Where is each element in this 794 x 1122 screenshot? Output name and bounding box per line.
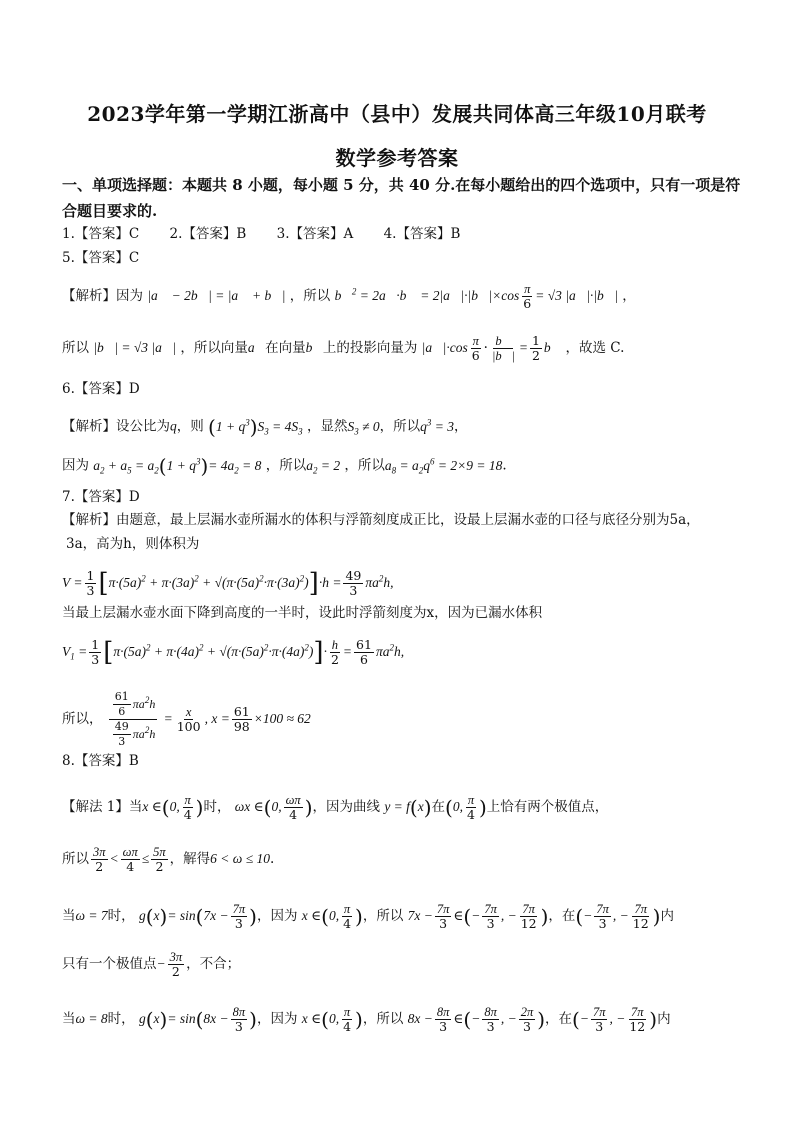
answers-row-1-4 <box>62 225 486 243</box>
q8-analysis-line-3: 当ω = 7时， g(x)= sin(7x − $\frac{7\pi}{3}$ )，因为 x ∈(0, $\frac{\pi}{4}$ )，所以 7x − $\frac{7\pi}{3}$ ∈(− $\frac{7\pi}{3}$ , − $\frac{7\pi}{12}$ )，在(− $\frac{7\pi}{3}$ , − $\frac{7\pi}{12}$ )内 <box>62 902 674 931</box>
section-heading: 一、单项选择题：本题共 8 小题，每小题 5 分，共 40 分.在每小题给出的四个选项中，只有一项是符合题目要求的. <box>62 176 741 220</box>
answer-2: 2.【答案】B <box>169 226 247 242</box>
q8-analysis-line-2: 所以 $\frac{3\pi}{2}$ < $\frac{\omega\pi}{4}$ ≤ $\frac{5\pi}{2}$ ，解得6 < ω ≤ 10. <box>62 845 275 874</box>
q7-volume-formula: V = $\frac{1}{3}$ $[\pi\cdot(5a)^2 + \pi\cdot(3a)^2 + √(\pi\cdot(5a)^2\cdot\pi\cdot(3a)^2)]\cdot h$ = $\frac{49}{3}$ $\pi a^2h$, <box>62 568 394 599</box>
q5-analysis-line-2: 所以 |b⃗| = √3 |a⃗| ，所以向量a⃗在向量b⃗上的投影向量为 |a⃗|·cos $\frac{\pi}{6}$ · $\frac{b⃗}{|b⃗|}$ = $\frac{1}{2}$ b⃗ ，故选 C. <box>62 333 625 363</box>
q7-v1-formula: $V_1$ = $\frac{1}{3}$ $[\pi\cdot(5a)^2 + \pi\cdot(4a)^2 + √(\pi\cdot(5a)^2\cdot\pi\cdot(4a)^2)]\cdot$ $\frac{h}{2}$ = $\frac{61}{6}$ $\pi a^2h$, <box>62 637 405 668</box>
answer-3: 3.【答案】A <box>276 226 354 242</box>
answer-5: 5.【答案】C <box>62 250 140 266</box>
q7-analysis-line-4: 当最上层漏水壶水面下降到高度的一半时，设此时浮箭刻度为x，因为已漏水体积 <box>62 605 543 621</box>
answer-6: 6.【答案】D <box>62 381 140 397</box>
answer-8: 8.【答案】B <box>62 753 139 769</box>
q7-analysis-line-2: 3a，高为h，则体积为 <box>66 536 200 552</box>
q6-analysis-line-1: 【解析】设公比为q，则 $(1 + q^3)S_3 = 4S_3$ ，显然$S_3 \ne 0$，所以$q^3 = 3$， <box>62 415 468 439</box>
q7-conclusion: 所以， $\frac{61}{6}$ $\pi a^2h$ $\frac{49}{3}$ $\pi a^2h$ = $\frac{x}{100}$ , x = $\frac{61}{98}$ ×100 ≈ 62 <box>62 690 311 748</box>
q6-analysis-line-2: 因为 $a_2 + a_5 = a_2(1 + q^3)= 4a_2 = 8$ ，所以$a_2 = 2$ ，所以$a_8 = a_2q^6 = 2\times 9 = 18$. <box>62 454 507 478</box>
answer-1: 1.【答案】C <box>62 226 140 242</box>
q8-analysis-line-4: 只有一个极值点− $\frac{3\pi}{2}$ ，不合； <box>62 950 241 979</box>
q7-analysis-line-1: 【解析】由题意，最上层漏水壶所漏水的体积与浮箭刻度成正比，设最上层漏水壶的口径与底径分别为5a， <box>62 512 700 528</box>
page-subtitle: 数学参考答案 <box>335 146 459 170</box>
q8-analysis-line-5: 当ω = 8时， g(x)= sin(8x − $\frac{8\pi}{3}$ )，因为 x ∈(0, $\frac{\pi}{4}$ )，所以 8x − $\frac{8\pi}{3}$ ∈(− $\frac{8\pi}{3}$ , − $\frac{2\pi}{3}$ )，在(− $\frac{7\pi}{3}$ , − $\frac{7\pi}{12}$ )内 <box>62 1005 671 1034</box>
q8-analysis-line-1: 【解法 1】当x ∈(0, $\frac{\pi}{4}$ )时， ωx ∈(0, $\frac{\omega\pi}{4}$ )，因为曲线 y = f(x)在(0, $\frac{\pi}{4}$ )上恰有两个极值点， <box>62 793 609 822</box>
answer-7: 7.【答案】D <box>62 489 140 505</box>
page-title: 2023学年第一学期江浙高中（县中）发展共同体高三年级10月联考 <box>87 102 707 126</box>
q5-analysis-line-1: 【解析】因为 |a⃗ − 2b⃗| = |a⃗ + b⃗| ，所以 b⃗$^2$ = 2a⃗·b⃗ = 2|a⃗|·|b⃗|×cos $\frac{\pi}{6}$ = √3 |a⃗|·|b⃗| ， <box>62 282 636 311</box>
answer-4: 4.【答案】B <box>383 226 461 242</box>
